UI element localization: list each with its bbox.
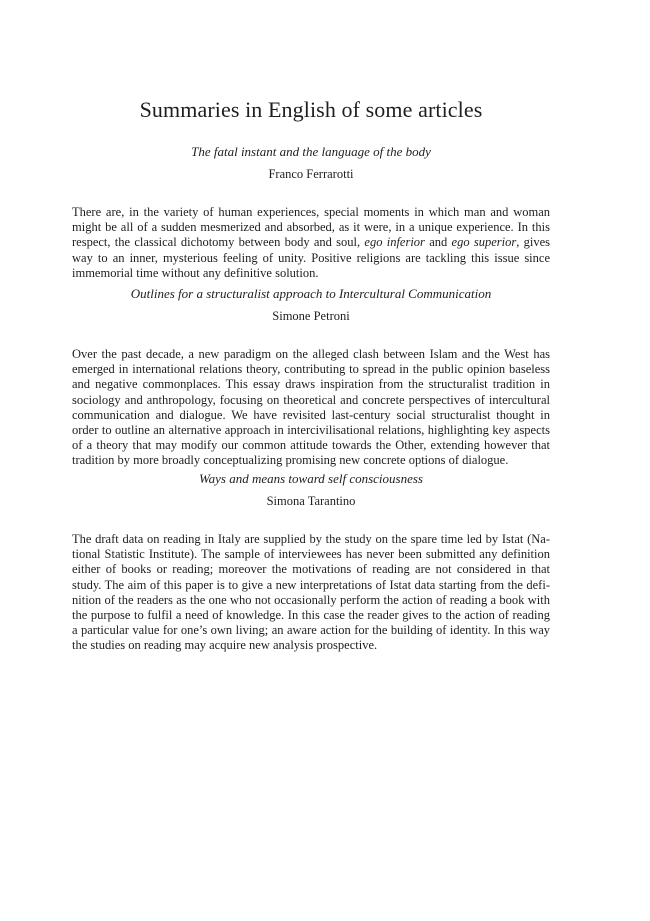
- article-summary: [72, 143, 550, 281]
- abstract-text: , gives way to an inner, mysterious feeling of unity. Positive religions are tackling this issue since immemorial time without any definitive solution.: [72, 235, 550, 280]
- article-title: The fatal instant and the language of the body: [191, 144, 431, 159]
- article-abstract: [72, 205, 550, 281]
- article-author: Simona Tarantino: [266, 494, 356, 508]
- abstract-emphasis: ego inferior: [364, 235, 425, 250]
- article-summary: [72, 470, 550, 654]
- article-summary: [72, 285, 550, 469]
- article-author: Franco Ferrarotti: [268, 167, 354, 181]
- article-title: Outlines for a structuralist approach to Intercultural Communication: [130, 286, 492, 301]
- abstract-text: and: [424, 235, 452, 250]
- abstract-text: There are, in the variety of human experiences, special moments in which man and woman might be all of a sudden mesmerized and absorbed, as it were, in a unique experience. In this respect, the classical dichotomy between body and soul,: [72, 205, 550, 250]
- article-author: Simone Petroni: [272, 309, 350, 323]
- article-abstract: Over the past decade, a new paradigm on the alleged clash between Islam and the West has emerged in international relations theory, contributing to spread in the public opinion baseless and negative commonplaces. This essay draws inspiration from the structuralist tradition in sociology and anthropology, focusing on theoretical and concrete perspectives of intercultural communication and dialogue. We have revisited last-century social structuralist thought in order to outline an alternative approach in intercivilisational relations, highlighting key aspects of a theory that may modify our common attitude towards the Other, extending however that tradition by more broadly conceptualizing promising new concrete options of dialogue.: [72, 347, 550, 468]
- abstract-emphasis: ego superior: [451, 235, 517, 250]
- article-abstract: The draft data on reading in Italy are supplied by the study on the spare time led by Istat (National Statistic Institute). The sample of interviewees has never been submitted any definition either of books or reading; moreover the motivations of reading are not considered in that study. The aim of this paper is to give a new interpretations of Istat data starting from the definition of the readers as the one who not occasionally perform the action of reading a book with the purpose to fulfil a need of knowledge. In this case the reader gives to the action of reading a particular value for one’s own living; an aware action for the building of identity. In this way the studies on reading may acquire new analysis prospective.: [72, 532, 550, 653]
- article-title: Ways and means toward self consciousness: [198, 471, 423, 486]
- page-title: Summaries in English of some articles: [139, 97, 483, 122]
